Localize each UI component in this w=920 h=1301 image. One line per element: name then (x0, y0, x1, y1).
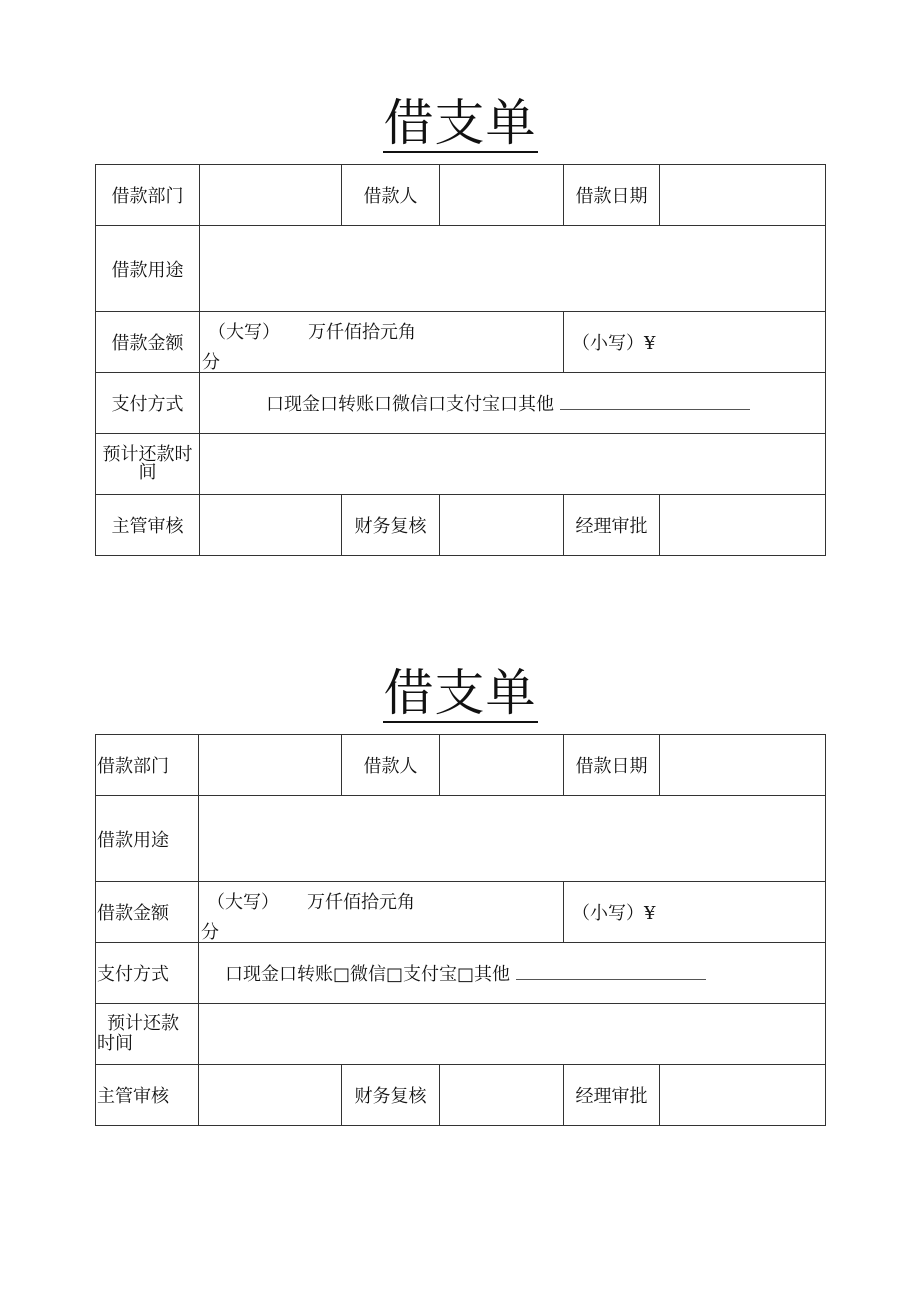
repay-field[interactable] (199, 1004, 826, 1065)
purpose-field[interactable] (200, 226, 826, 312)
supervisor-label: 主管审核 (96, 1065, 199, 1126)
manager-field[interactable] (660, 495, 826, 556)
repay-label: 预计还款时间 (96, 1004, 199, 1065)
amount-upper-field[interactable] (199, 882, 564, 943)
loan-form-2 (95, 658, 825, 1126)
date-label: 借款日期 (564, 165, 660, 226)
date-field[interactable] (660, 165, 826, 226)
amount-upper-field[interactable] (200, 312, 564, 373)
borrower-label: 借款人 (342, 735, 440, 796)
amount-upper-fen: 分 (201, 922, 219, 943)
finance-label: 财务复核 (342, 495, 440, 556)
form-title: 借支单 (383, 94, 537, 152)
supervisor-field[interactable] (200, 495, 342, 556)
borrower-label: 借款人 (342, 165, 440, 226)
payment-options-text: 口现金口转账□微信□支付宝□其他 (225, 964, 511, 985)
finance-label: 财务复核 (342, 1065, 440, 1126)
loan-form-1 (95, 88, 825, 556)
purpose-label: 借款用途 (96, 796, 199, 882)
borrower-field[interactable] (440, 735, 564, 796)
dept-label: 借款部门 (96, 165, 200, 226)
amount-upper-prefix: （大写） (207, 892, 279, 913)
amount-upper-prefix: （大写） (208, 322, 280, 343)
payment-options-text: 口现金口转账口微信口支付宝口其他 (266, 394, 554, 415)
repay-field[interactable] (200, 434, 826, 495)
payment-other-blank[interactable] (516, 965, 706, 980)
purpose-label: 借款用途 (96, 226, 200, 312)
dept-field[interactable] (200, 165, 342, 226)
payment-options[interactable] (199, 943, 826, 1004)
amount-lower-field[interactable]: （小写）¥ (564, 312, 826, 373)
dept-field[interactable] (199, 735, 342, 796)
payment-other-blank[interactable] (560, 395, 750, 410)
supervisor-field[interactable] (199, 1065, 342, 1126)
manager-label: 经理审批 (564, 495, 660, 556)
dept-label: 借款部门 (96, 735, 199, 796)
supervisor-label: 主管审核 (96, 495, 200, 556)
amount-lower-field[interactable]: （小写）¥ (564, 882, 826, 943)
purpose-field[interactable] (199, 796, 826, 882)
loan-form-table (95, 164, 826, 556)
loan-form-table (95, 734, 826, 1126)
amount-label: 借款金额 (96, 312, 200, 373)
borrower-field[interactable] (440, 165, 564, 226)
repay-label: 预计还款时间 (96, 434, 200, 495)
date-label: 借款日期 (564, 735, 660, 796)
manager-field[interactable] (660, 1065, 826, 1126)
manager-label: 经理审批 (564, 1065, 660, 1126)
amount-upper-fen: 分 (202, 352, 220, 373)
date-field[interactable] (660, 735, 826, 796)
amount-upper-units: 万仟佰拾元角 (308, 322, 416, 343)
finance-field[interactable] (440, 495, 564, 556)
form-title: 借支单 (383, 664, 537, 722)
amount-label: 借款金额 (96, 882, 199, 943)
finance-field[interactable] (440, 1065, 564, 1126)
payment-options[interactable] (200, 373, 826, 434)
payment-label: 支付方式 (96, 943, 199, 1004)
payment-label: 支付方式 (96, 373, 200, 434)
amount-upper-units: 万仟佰拾元角 (307, 892, 415, 913)
